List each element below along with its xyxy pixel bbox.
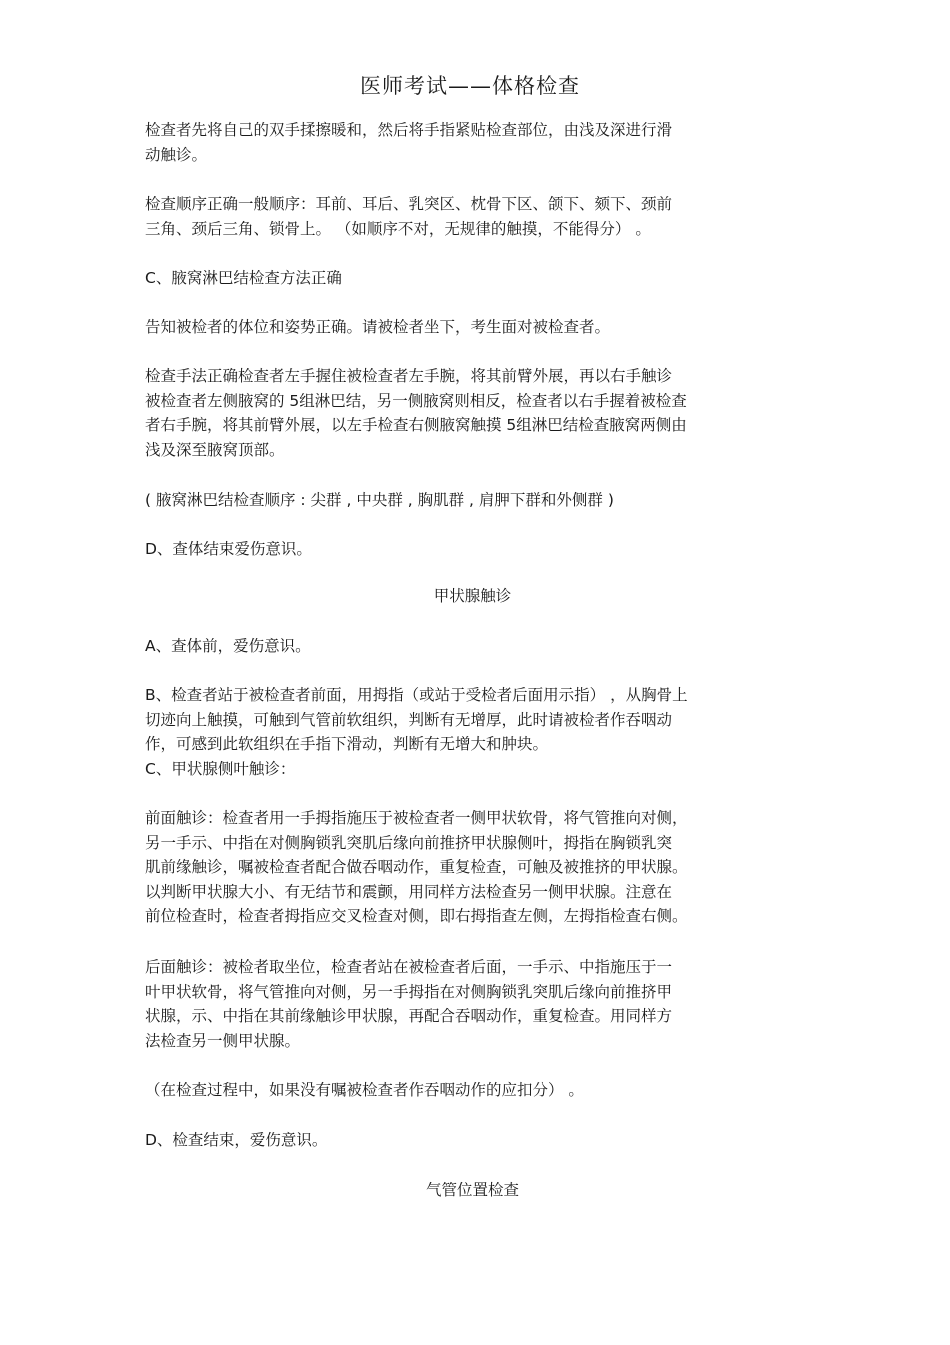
text-line: 者右手腕，将其前臂外展，以左手检查右侧腋窝触摸 5组淋巴结检查腋窝两侧由 (145, 416, 687, 434)
text-line: A、查体前，爱伤意识。 (145, 637, 311, 655)
paragraph-thyroid-isthmus (145, 683, 810, 781)
section-heading-trachea: 气管位置检查 (425, 1181, 519, 1199)
paragraph-front-palpation (145, 806, 810, 929)
text-line: B、检查者站于被检查者前面，用拇指（或站于受检者后面用示指） ，从胸骨上 (145, 686, 688, 704)
text-line: 告知被检者的体位和姿势正确。请被检者坐下，考生面对被检查者。 (145, 318, 611, 336)
paragraph-axillary-technique (145, 364, 810, 462)
text-line: 法检查另一侧甲状腺。 (145, 1031, 301, 1050)
section-item-end-exam-thyroid (145, 1128, 810, 1153)
text-line: 后面触诊：被检者取坐位，检查者站在被检查者后面，一手示、中指施压于一 (145, 958, 673, 976)
text-line: 切迹向上触摸，可触到气管前软组织，判断有无增厚，此时请被检者作吞咽动 (145, 710, 673, 729)
text-line: 前位检查时，检查者拇指应交叉检查对侧，即右拇指查左侧，左拇指检查右侧。 (145, 907, 688, 925)
text-line: 另一手示、中指在对侧胸锁乳突肌后缘向前推挤甲状腺侧叶，拇指在胸锁乳突 (145, 833, 673, 852)
text-line: 三角、颈后三角、锁骨上。 （如顺序不对，无规律的触摸，不能得分） 。 (145, 219, 651, 238)
text-line: 检查顺序正确一般顺序：耳前、耳后、乳突区、枕骨下区、颌下、颏下、颈前 (145, 195, 673, 213)
text-line: D、查体结束爱伤意识。 (145, 540, 312, 558)
text-line: 被检查者左侧腋窝的 5组淋巴结，另一侧腋窝则相反，检查者以右手握着被检查 (145, 391, 687, 410)
text-line: 状腺，示、中指在其前缘触诊甲状腺，再配合吞咽动作，重复检查。用同样方 (145, 1007, 673, 1025)
text-line: D、检查结束，爱伤意识。 (145, 1131, 328, 1149)
text-line: C、腋窝淋巴结检查方法正确 (145, 269, 342, 287)
text-line: 作，可感到此软组织在手指下滑动，判断有无增大和肿块。 (145, 735, 549, 753)
section-item-axillary (145, 266, 810, 291)
text-line: （在检查过程中，如果没有嘱被检查者作吞咽动作的应扣分） 。 (145, 1081, 584, 1099)
text-line: 前面触诊：检查者用一手拇指施压于被检查者一侧甲状软骨，将气管推向对侧， (145, 809, 688, 827)
text-line: ( 腋窝淋巴结检查顺序 : 尖群 , 中央群 , 胸肌群 , 肩胛下群和外侧群 ) (145, 491, 614, 509)
section-item-before-exam (145, 634, 810, 659)
paragraph-exam-order (145, 192, 810, 241)
paragraph-palpation-method (145, 118, 810, 167)
text-line: 叶甲状软骨，将气管推向对侧，另一手拇指在对侧胸锁乳突肌后缘向前推挤甲 (145, 982, 673, 1001)
paragraph-axillary-order (145, 488, 810, 513)
text-line: 肌前缘触诊，嘱被检查者配合做吞咽动作，重复检查，可触及被推挤的甲状腺。 (145, 858, 688, 876)
document-title: 医师考试——体格检查 (360, 74, 580, 98)
paragraph-back-palpation (145, 955, 810, 1053)
paragraph-deduction-note (145, 1078, 810, 1103)
text-line: 浅及深至腋窝顶部。 (145, 440, 285, 459)
text-line: C、甲状腺侧叶触诊： (145, 759, 296, 778)
text-line: 检查手法正确检查者左手握住被检查者左手腕，将其前臂外展，再以右手触诊 (145, 367, 673, 385)
section-item-end-exam (145, 537, 810, 562)
text-line: 以判断甲状腺大小、有无结节和震颤，用同样方法检查另一侧甲状腺。注意在 (145, 882, 673, 901)
section-heading-thyroid: 甲状腺触诊 (433, 587, 512, 605)
text-line: 检查者先将自己的双手揉擦暖和，然后将手指紧贴检查部位，由浅及深进行滑 (145, 121, 673, 139)
paragraph-posture (145, 315, 810, 340)
text-line: 动触诊。 (145, 145, 208, 164)
